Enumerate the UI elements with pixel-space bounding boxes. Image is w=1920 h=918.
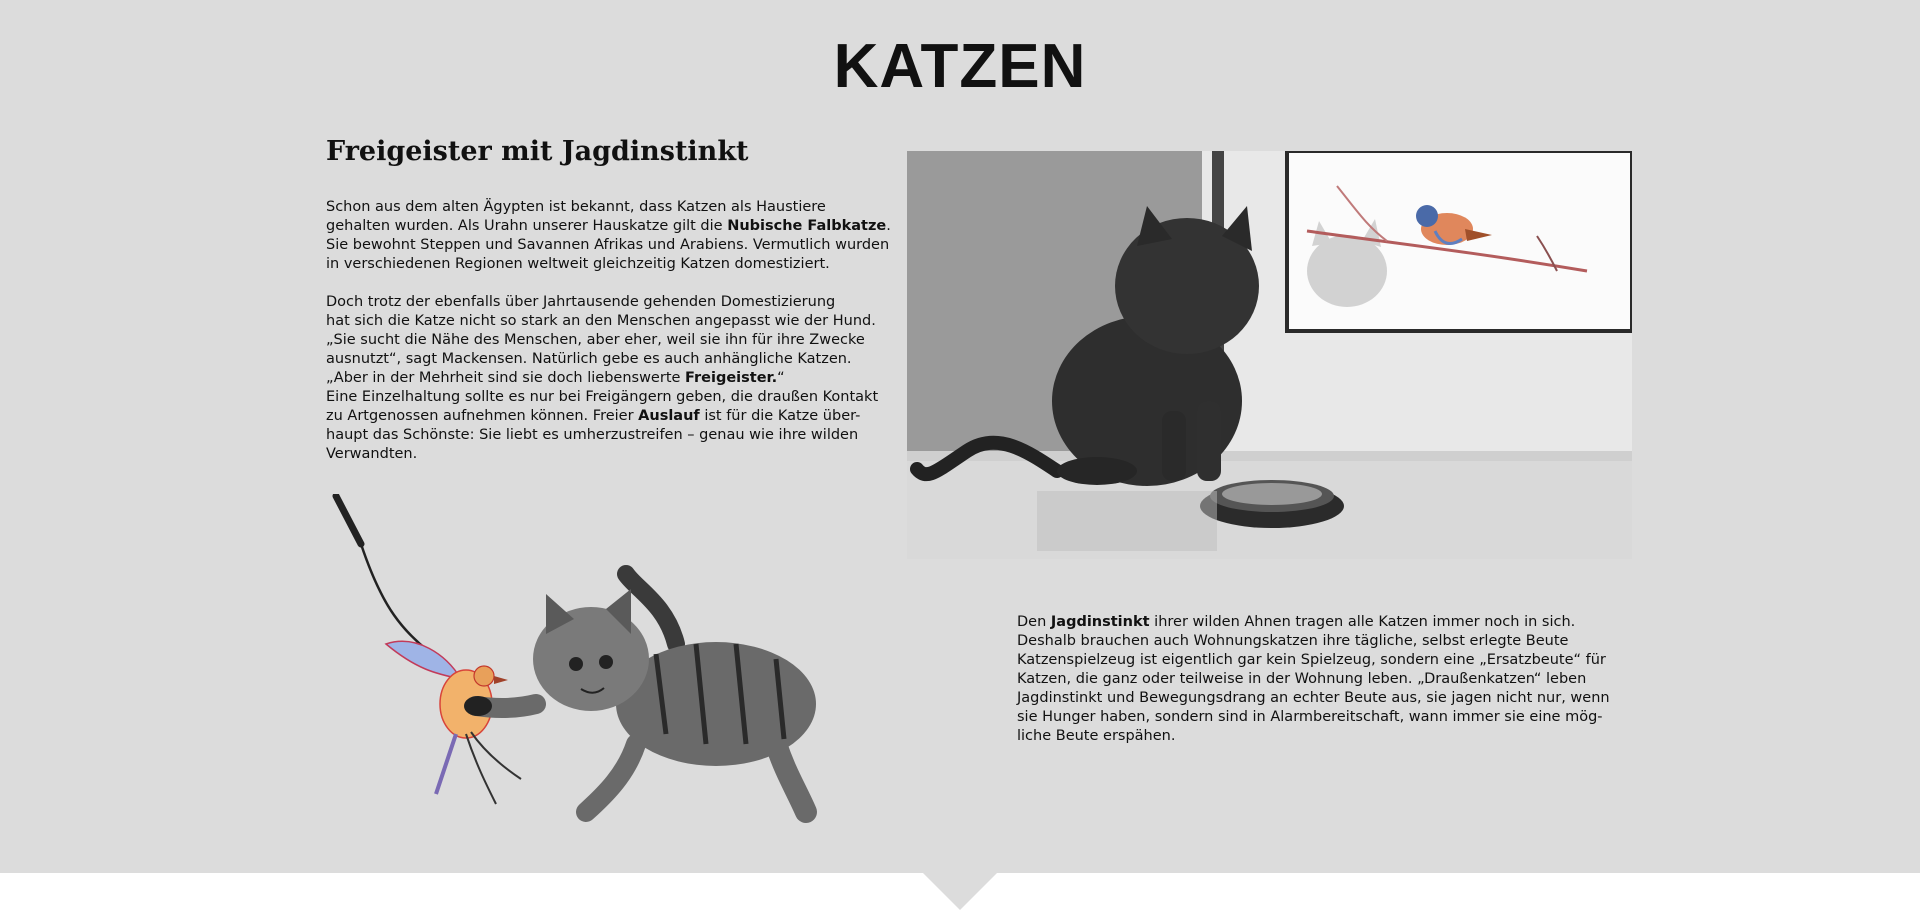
article-headline: Freigeister mit Jagdinstinkt [326,136,749,167]
text-span: „Aber in der Mehrheit sind sie doch liebenswerte [326,370,686,386]
text-span: Den [1017,614,1051,630]
text-line: Katzen, die ganz oder teilweise in der Wohnung leben. „Draußenkatzen“ leben [1017,671,1587,687]
emphasis-freigeister: Freigeister. [685,370,778,386]
hunting-paragraph [1017,613,1610,746]
text-line: Schon aus dem alten Ägypten ist bekannt, dass Katzen als Haustiere [326,199,826,215]
text-line: Jagdinstinkt und Bewegungsdrang an echter Beute aus, sie jagen nicht nur, wenn [1017,690,1610,706]
text-line: hat sich die Katze nicht so stark an den Menschen angepasst wie der Hund. [326,313,876,329]
text-line: sie Hunger haben, sondern sind in Alarmbereitschaft, wann immer sie eine mög- [1017,709,1603,725]
text-line: Verwandten. [326,446,418,462]
emphasis-nubische-falbkatze: Nubische Falbkatze [727,218,887,234]
cat-at-window-illustration [907,151,1632,559]
text-line [1017,613,1610,632]
text-span: gehalten wurden. Als Urahn unserer Hauskatze gilt die [326,218,728,234]
text-line: „Sie sucht die Nähe des Menschen, aber eher, weil sie ihn für ihre Zwecke [326,332,865,348]
kitten-drawing [306,494,896,834]
text-line: liche Beute erspähen. [1017,728,1176,744]
text-line [326,217,891,236]
emphasis-auslauf: Auslauf [638,408,700,424]
text-line: Doch trotz der ebenfalls über Jahrtausende gehenden Domestizierung [326,294,836,310]
site-title: KATZEN [833,32,1087,101]
scroll-down-arrow-icon[interactable] [922,872,998,910]
text-line: in verschiedenen Regionen weltweit gleichzeitig Katzen domestiziert. [326,256,830,272]
text-line: Eine Einzelhaltung sollte es nur bei Freigängern geben, die draußen Kontakt [326,389,879,405]
text-span: zu Artgenossen aufnehmen können. Freier [326,408,639,424]
domestication-paragraph [326,293,878,464]
text-line: Deshalb brauchen auch Wohnungskatzen ihre tägliche, selbst erlegte Beute [1017,633,1569,649]
food-bowl [1200,480,1344,528]
text-line [326,407,878,426]
text-span: ihrer wilden Ahnen tragen alle Katzen immer noch in sich. [1149,614,1576,630]
text-span: “ [777,370,785,386]
text-line [326,369,878,388]
text-line: haupt das Schönste: Sie liebt es umherzustreifen – genau wie ihre wilden [326,427,859,443]
kitten-illustration [306,494,896,834]
text-span: . [886,218,891,234]
text-line: Katzenspielzeug ist eigentlich gar kein Spielzeug, sondern eine „Ersatzbeute“ für [1017,652,1606,668]
text-span: ist für die Katze über- [699,408,861,424]
text-line: ausnutzt“, sagt Mackensen. Natürlich gebe es auch anhängliche Katzen. [326,351,852,367]
intro-paragraph [326,198,891,274]
text-line: Sie bewohnt Steppen und Savannen Afrikas und Arabiens. Vermutlich wurden [326,237,890,253]
cat-at-window-drawing [907,151,1632,559]
emphasis-jagdinstinkt: Jagdinstinkt [1050,614,1150,630]
